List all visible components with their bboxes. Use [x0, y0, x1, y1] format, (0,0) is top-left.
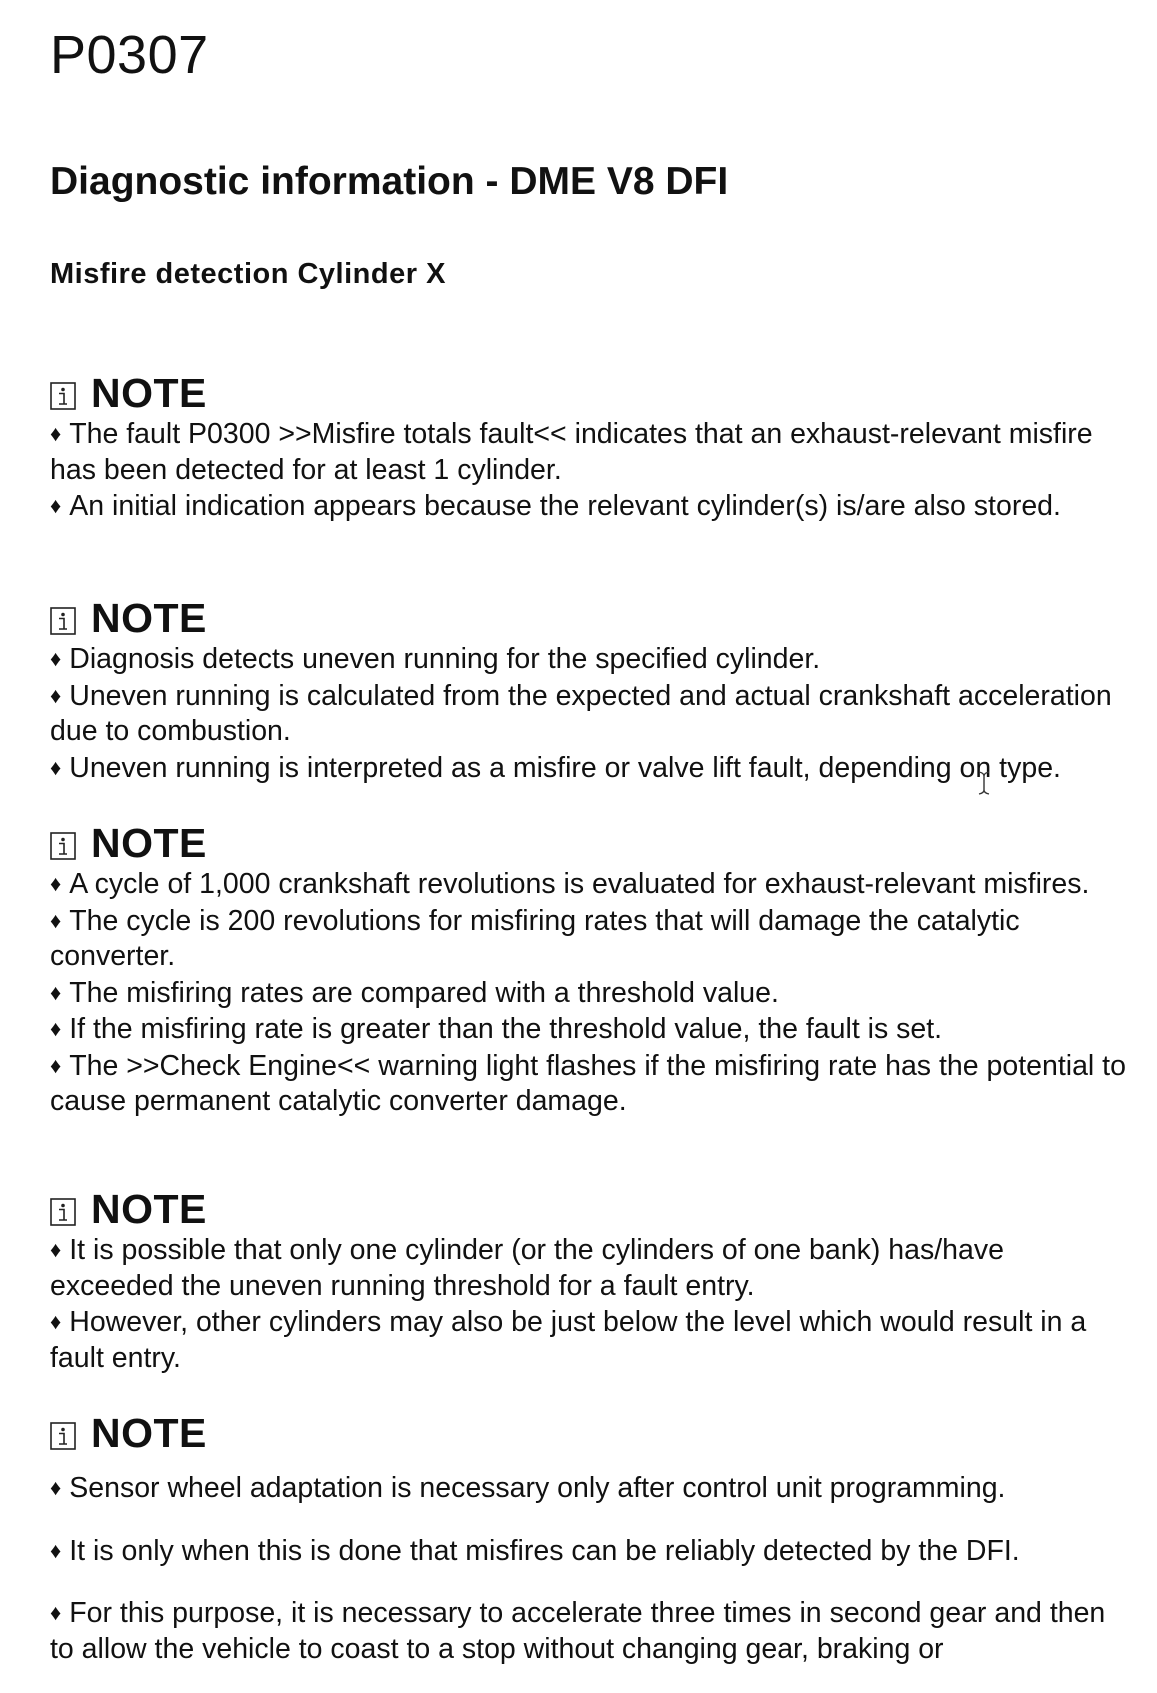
bullet-icon: ♦ — [50, 1237, 62, 1262]
note-item: ♦ Diagnosis detects uneven running for the specified cylinder. — [50, 643, 821, 675]
bullet-icon: ♦ — [50, 682, 62, 708]
note-list — [50, 1470, 1130, 1667]
note-item: ♦ The >>Check Engine<< warning light flashes if the misfiring rate has the potential to cause permanent catalytic converter damage. — [50, 1049, 1126, 1117]
note-item: ♦ The cycle is 200 revolutions for misfiring rates that will damage the catalytic converter. — [50, 904, 1020, 972]
bullet-icon: ♦ — [50, 871, 62, 896]
note-item: ♦ The misfiring rates are compared with a threshold value. — [50, 976, 779, 1009]
note-header — [50, 1186, 1130, 1232]
note-label: NOTE — [91, 1186, 207, 1232]
note-header — [50, 1410, 1130, 1456]
bullet-icon: ♦ — [50, 646, 62, 671]
info-icon — [50, 1198, 76, 1226]
bullet-icon: ♦ — [50, 1052, 62, 1078]
bullet-icon: ♦ — [50, 1600, 62, 1625]
note-header — [50, 370, 1130, 416]
bullet-icon: ♦ — [50, 1537, 62, 1563]
note-list — [50, 866, 1130, 1120]
info-icon — [50, 1422, 76, 1450]
bullet-icon: ♦ — [50, 1016, 62, 1041]
bullet-icon: ♦ — [50, 979, 62, 1005]
note-item: ♦ Uneven running is calculated from the expected and actual crankshaft acceleration due to combustion. — [50, 679, 1112, 747]
note-item: ♦ It is possible that only one cylinder (or the cylinders of one bank) has/have exceeded the uneven running threshold for a fault entry. — [50, 1234, 1004, 1302]
note-header — [50, 595, 1130, 641]
note-block-1 — [50, 370, 1130, 525]
note-item: ♦ The fault P0300 >>Misfire totals fault<< indicates that an exhaust-relevant misfire has been detected for at least 1 cylinder. — [50, 418, 1093, 486]
note-item: ♦ If the misfiring rate is greater than the threshold value, the fault is set. — [50, 1013, 943, 1045]
info-icon — [50, 607, 76, 635]
bullet-icon: ♦ — [50, 1475, 62, 1500]
note-item: ♦ An initial indication appears because the relevant cylinder(s) is/are also stored. — [50, 490, 1061, 522]
note-label: NOTE — [91, 595, 207, 641]
note-item: ♦ Sensor wheel adaptation is necessary only after control unit programming. — [50, 1472, 1006, 1504]
note-list — [50, 416, 1130, 525]
bullet-icon: ♦ — [50, 1309, 62, 1334]
fault-code-title: P0307 — [50, 25, 209, 85]
note-list — [50, 641, 1130, 786]
note-item: ♦ It is only when this is done that misfires can be reliably detected by the DFI. — [50, 1534, 1020, 1567]
note-list — [50, 1232, 1130, 1376]
note-item: ♦ Uneven running is interpreted as a misfire or valve lift fault, depending on type. — [50, 751, 1061, 784]
bullet-icon: ♦ — [50, 754, 62, 780]
note-label: NOTE — [91, 820, 207, 866]
bullet-icon: ♦ — [50, 907, 62, 933]
text-cursor-icon — [977, 770, 991, 796]
note-block-3 — [50, 820, 1130, 1120]
note-item: ♦ For this purpose, it is necessary to accelerate three times in second gear and then to allow the vehicle to coast to a stop without changing gear, braking or — [50, 1597, 1106, 1665]
info-icon — [50, 832, 76, 860]
bullet-icon: ♦ — [50, 493, 62, 518]
section-title: Diagnostic information - DME V8 DFI — [50, 160, 729, 203]
note-label: NOTE — [91, 370, 207, 416]
note-block-4 — [50, 1186, 1130, 1376]
note-item: ♦ However, other cylinders may also be just below the level which would result in a fault entry. — [50, 1306, 1087, 1374]
note-block-2 — [50, 595, 1130, 786]
note-item: ♦ A cycle of 1,000 crankshaft revolutions is evaluated for exhaust-relevant misfires. — [50, 868, 1090, 900]
note-label: NOTE — [91, 1410, 207, 1456]
subsection-title: Misfire detection Cylinder X — [50, 258, 446, 290]
bullet-icon: ♦ — [50, 421, 62, 446]
note-block-5 — [50, 1410, 1130, 1693]
info-icon — [50, 382, 76, 410]
note-header — [50, 820, 1130, 866]
